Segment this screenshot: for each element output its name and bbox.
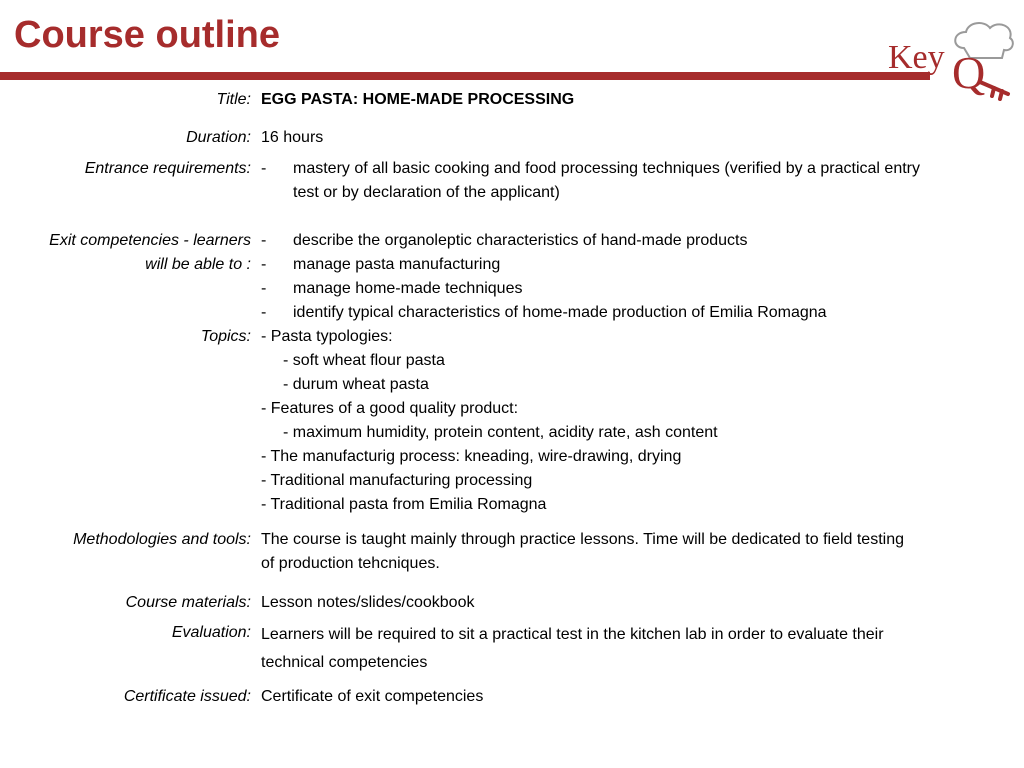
- evaluation-label: Evaluation:: [171, 624, 251, 641]
- entrance-list: [261, 157, 921, 205]
- exit-value: [261, 229, 921, 325]
- list-item: - manage pasta manufacturing: [261, 256, 501, 273]
- topics-label: Topics:: [200, 328, 251, 345]
- materials-value: Lesson notes/slides/cookbook: [261, 594, 475, 611]
- list-item: - describe the organoleptic characteristics of hand-made products: [261, 232, 748, 249]
- title-divider: [0, 72, 930, 80]
- certificate-label: Certificate issued:: [123, 688, 251, 705]
- methods-value: The course is taught mainly through practice lessons. Time will be dedicated to field testing of production tehcniques.: [261, 531, 904, 572]
- topics-value: [261, 325, 921, 517]
- duration-label: Duration:: [186, 129, 251, 146]
- topic-line: - Pasta typologies:: [261, 328, 393, 345]
- exit-list: [261, 229, 921, 325]
- entrance-label: Entrance requirements:: [84, 160, 251, 177]
- list-item: - manage home-made techniques: [261, 280, 523, 297]
- certificate-value: Certificate of exit competencies: [261, 688, 484, 705]
- duration-value: 16 hours: [261, 129, 324, 146]
- logo-letter: Q: [952, 47, 986, 98]
- methods-label: Methodologies and tools:: [73, 531, 251, 548]
- page-title: Course outline: [14, 14, 281, 56]
- materials-label: Course materials:: [125, 594, 251, 611]
- exit-label: Exit competencies - learners will be able to :: [49, 232, 251, 273]
- title-label: Title:: [216, 91, 251, 108]
- evaluation-value: Learners will be required to sit a practical test in the kitchen lab in order to evaluate their technical competencies: [261, 626, 884, 671]
- topic-line: - soft wheat flour pasta: [283, 352, 445, 369]
- list-item: - identify typical characteristics of home-made production of Emilia Romagna: [261, 304, 827, 321]
- logo-text: Key: [888, 39, 945, 76]
- topic-line: - Features of a good quality product:: [261, 400, 519, 417]
- topic-line: - Traditional manufacturing processing: [261, 472, 533, 489]
- list-item: - mastery of all basic cooking and food processing techniques (verified by a practical entry test or by declaration of the applicant): [261, 160, 920, 201]
- topic-line: - The manufacturig process: kneading, wire-drawing, drying: [261, 448, 682, 465]
- topic-line: - Traditional pasta from Emilia Romagna: [261, 496, 547, 513]
- title-value: EGG PASTA: HOME-MADE PROCESSING: [261, 91, 575, 108]
- entrance-value: [261, 157, 921, 205]
- topic-line: - maximum humidity, protein content, acidity rate, ash content: [283, 424, 718, 441]
- topic-line: - durum wheat pasta: [283, 376, 429, 393]
